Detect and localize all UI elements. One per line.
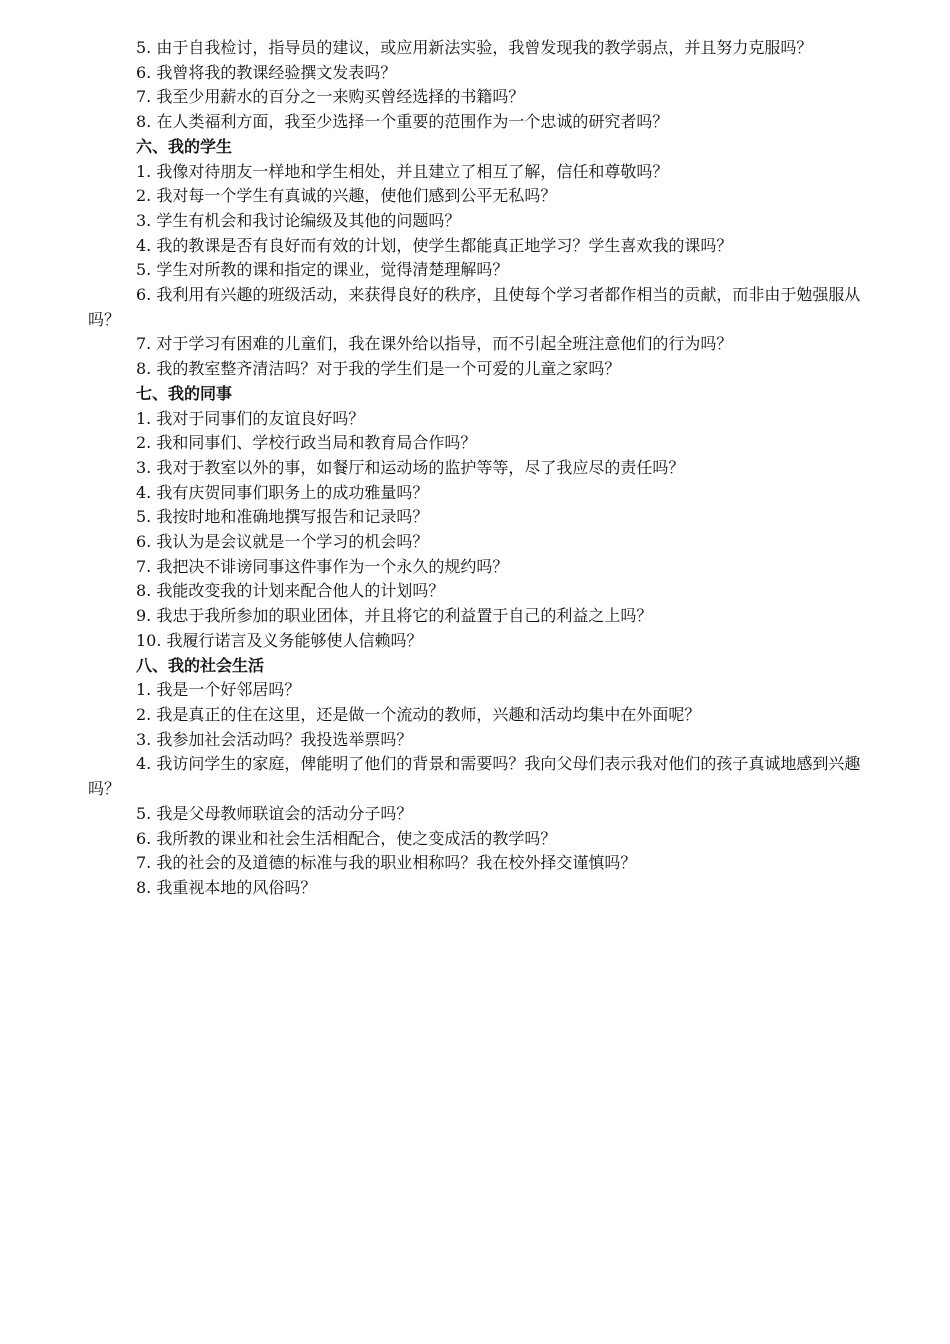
list-item: 7. 我的社会的及道德的标准与我的职业相称吗？我在校外择交谨慎吗？ xyxy=(136,853,637,873)
list-item: 10. 我履行诺言及义务能够使人信赖吗？ xyxy=(136,630,423,650)
list-item: 7. 我至少用薪水的百分之一来购买曾经选择的书籍吗？ xyxy=(136,87,525,107)
list-item: 2. 我是真正的住在这里，还是做一个流动的教师，兴趣和活动均集中在外面呢？ xyxy=(136,704,701,724)
list-item: 3. 我参加社会活动吗？我投选举票吗？ xyxy=(136,729,413,749)
list-item: 5. 学生对所教的课和指定的课业，觉得清楚理解吗？ xyxy=(136,260,509,280)
list-item: 9. 我忠于我所参加的职业团体，并且将它的利益置于自己的利益之上吗？ xyxy=(136,606,653,626)
list-item: 8. 我的教室整齐清洁吗？对于我的学生们是一个可爱的儿童之家吗？ xyxy=(136,359,621,379)
list-item: 1. 我是一个好邻居吗？ xyxy=(136,680,301,700)
list-item: 5. 我按时地和准确地撰写报告和记录吗？ xyxy=(136,507,429,527)
list-item: 6. 我利用有兴趣的班级活动，来获得良好的秩序，且使每个学习者都作相当的贡献，而非由于勉强服从吗？ xyxy=(88,285,861,329)
list-item: 2. 我对每一个学生有真诚的兴趣，使他们感到公平无私吗？ xyxy=(136,186,557,206)
list-item: 8. 我能改变我的计划来配合他人的计划吗？ xyxy=(136,581,445,601)
list-item: 6. 我曾将我的教课经验撰文发表吗？ xyxy=(136,62,397,82)
list-item: 4. 我的教课是否有良好而有效的计划，使学生都能真正地学习？学生喜欢我的课吗？ xyxy=(136,235,733,255)
list-item: 8. 在人类福利方面，我至少选择一个重要的范围作为一个忠诚的研究者吗？ xyxy=(136,112,669,132)
list-item: 6. 我所教的课业和社会生活相配合，使之变成活的教学吗？ xyxy=(136,828,557,848)
list-item: 6. 我认为是会议就是一个学习的机会吗？ xyxy=(136,532,429,552)
list-item: 2. 我和同事们、学校行政当局和教育局合作吗？ xyxy=(136,433,477,453)
section-heading-my-colleagues: 七、我的同事 xyxy=(136,383,233,403)
list-item: 1. 我对于同事们的友谊良好吗？ xyxy=(136,408,365,428)
list-item: 4. 我有庆贺同事们职务上的成功雅量吗？ xyxy=(136,482,429,502)
list-item: 3. 学生有机会和我讨论编级及其他的问题吗？ xyxy=(136,210,461,230)
list-item: 7. 对于学习有困难的儿童们，我在课外给以指导，而不引起全班注意他们的行为吗？ xyxy=(136,334,733,354)
list-item: 8. 我重视本地的风俗吗？ xyxy=(136,877,317,897)
section-heading-my-social-life: 八、我的社会生活 xyxy=(136,655,265,675)
document-page xyxy=(88,36,864,901)
list-item: 3. 我对于教室以外的事，如餐厅和运动场的监护等等，尽了我应尽的责任吗？ xyxy=(136,457,685,477)
list-item: 7. 我把决不诽谤同事这件事作为一个永久的规约吗？ xyxy=(136,556,509,576)
list-item: 4. 我访问学生的家庭，俾能明了他们的背景和需要吗？我向父母们表示我对他们的孩子真诚地感到兴趣吗？ xyxy=(88,754,861,799)
list-item: 5. 我是父母教师联谊会的活动分子吗？ xyxy=(136,803,413,823)
section-heading-my-students: 六、我的学生 xyxy=(136,136,233,156)
list-item: 5. 由于自我检讨，指导员的建议，或应用新法实验，我曾发现我的教学弱点，并且努力克服吗？ xyxy=(136,38,813,57)
list-item: 1. 我像对待朋友一样地和学生相处，并且建立了相互了解，信任和尊敬吗？ xyxy=(136,161,669,181)
